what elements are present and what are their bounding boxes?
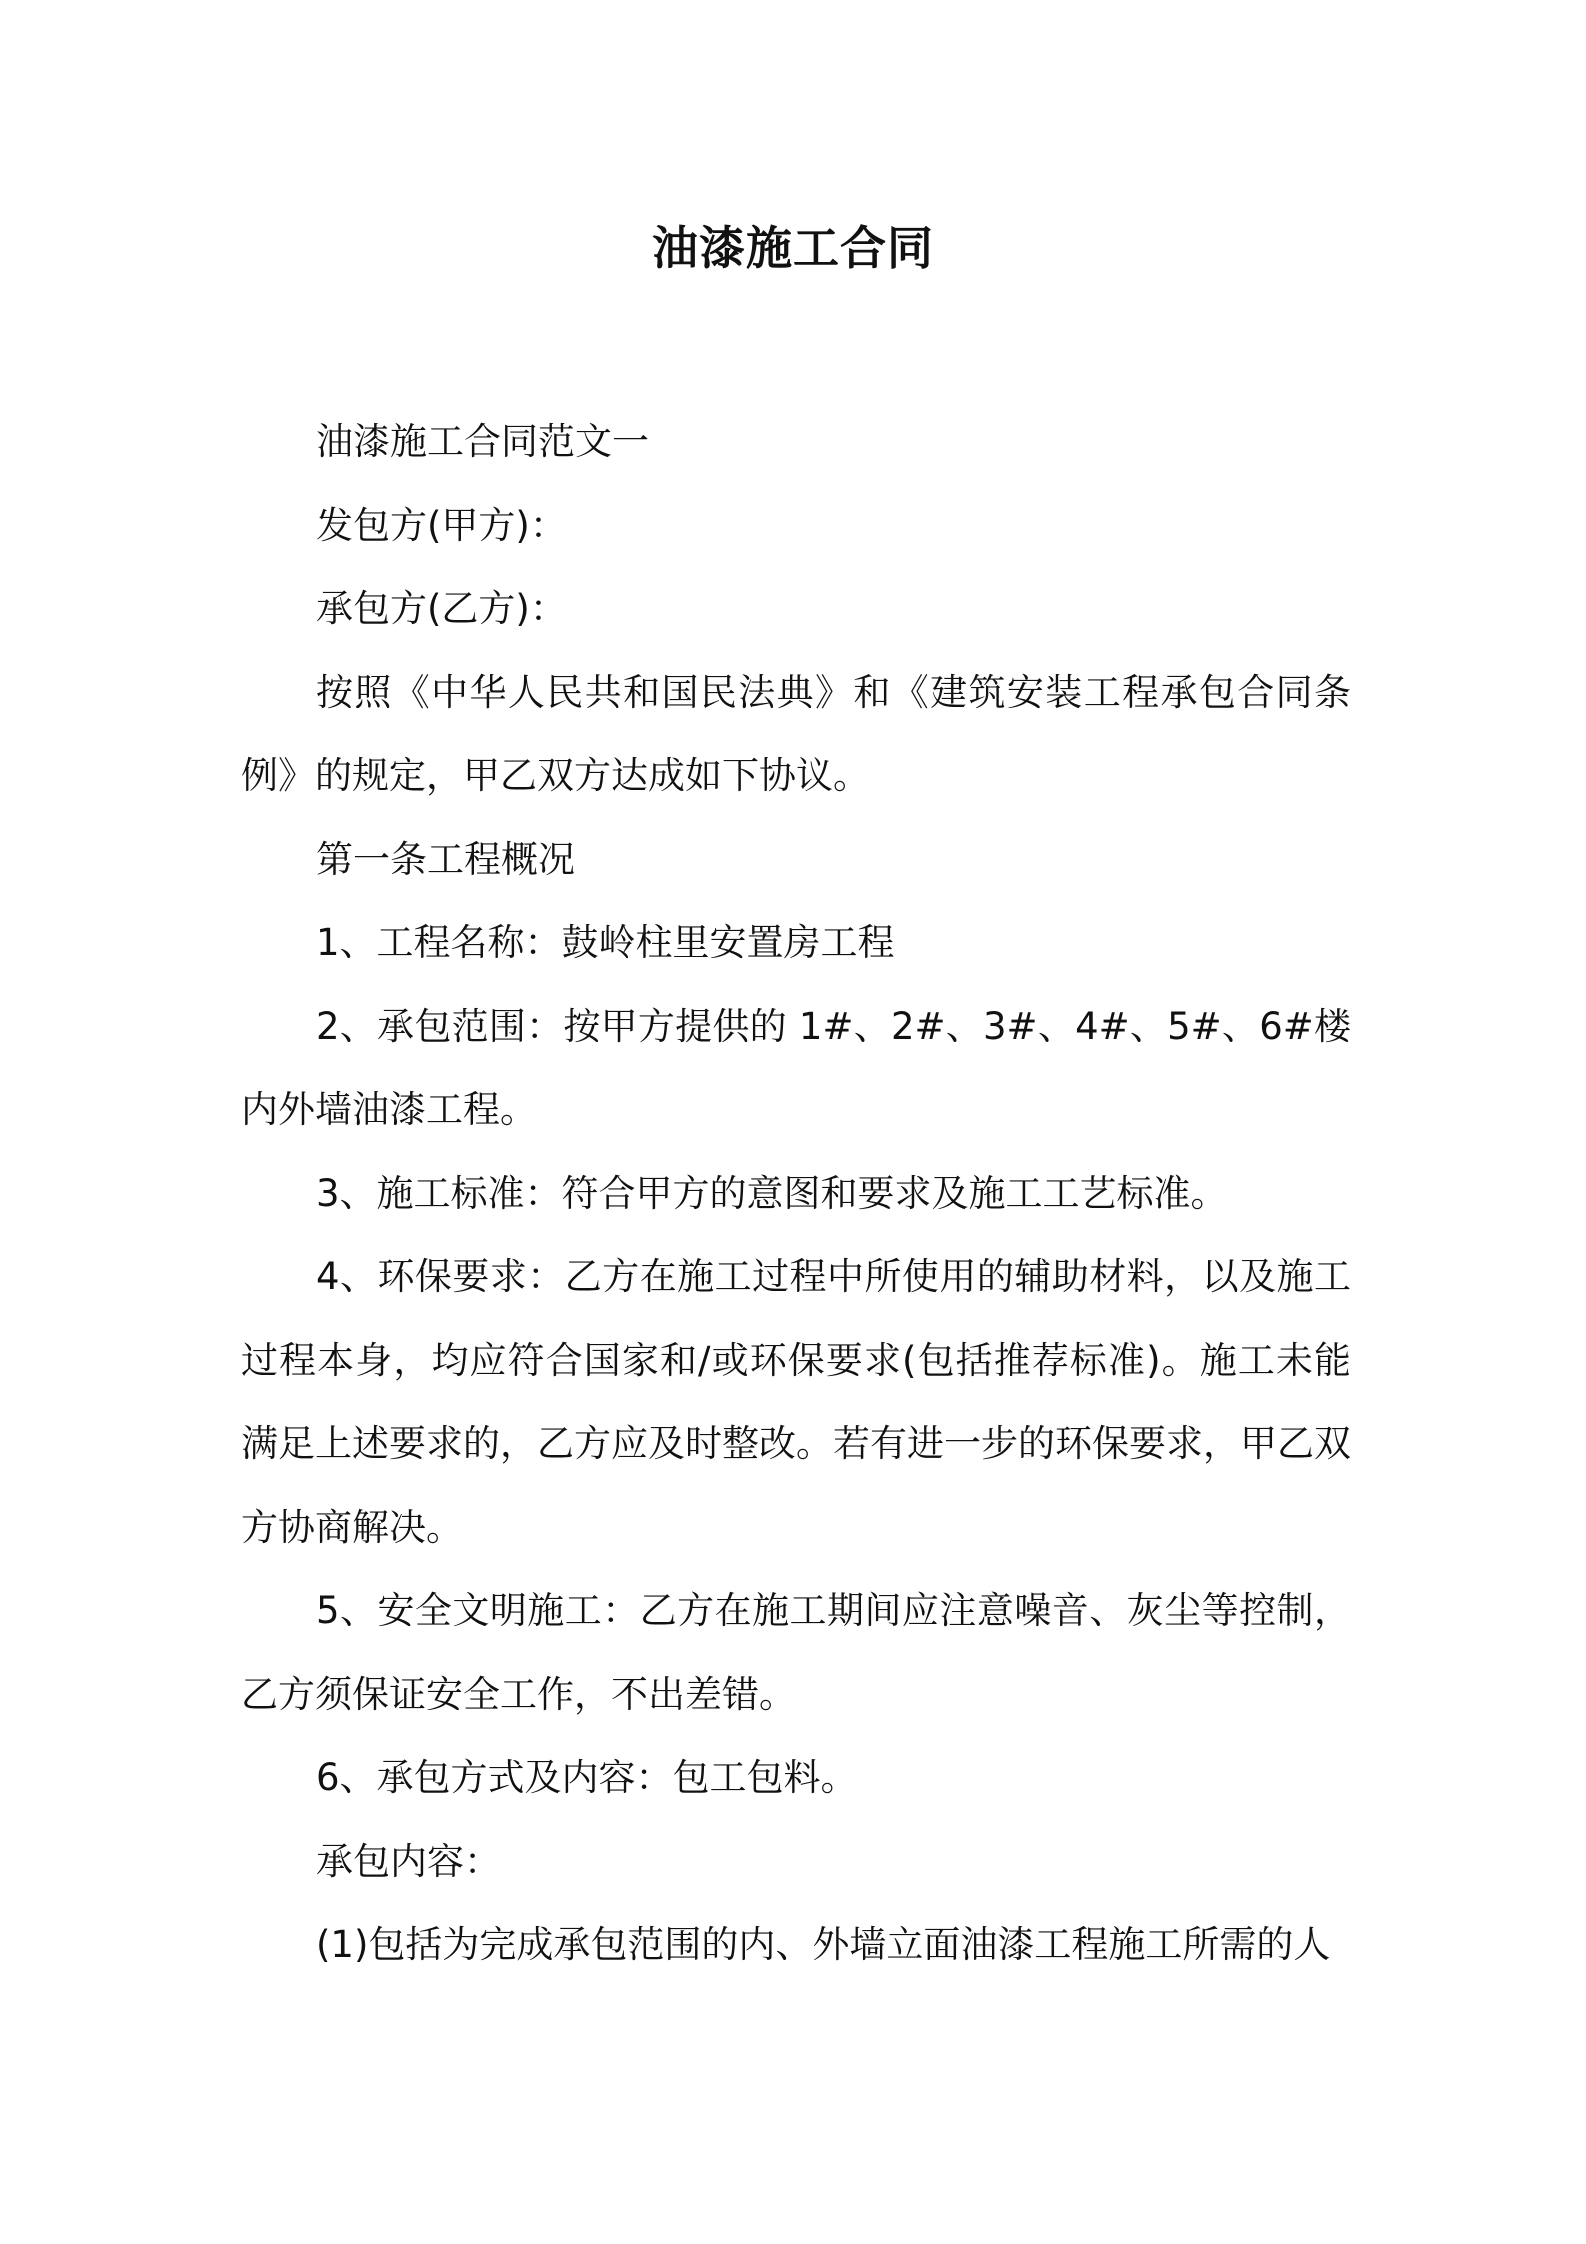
document-body [241, 400, 1351, 1987]
paragraph-environmental-requirements: 4、环保要求：乙方在施工过程中所使用的辅助材料，以及施工过程本身，均应符合国家和/或环保要求(包括推荐标准)。施工未能满足上述要求的，乙方应及时整改。若有进一步的环保要求，甲乙双方协商解决。 [241, 1255, 1351, 1549]
paragraph-construction-standard: 3、施工标准：符合甲方的意图和要求及施工工艺标准。 [316, 1171, 1228, 1215]
paragraph-contract-method: 6、承包方式及内容：包工包料。 [316, 1756, 858, 1799]
paragraph-project-name: 1、工程名称：鼓岭柱里安置房工程 [316, 921, 895, 964]
paragraph-preamble: 按照《中华人民共和国民法典》和《建筑安装工程承包合同条例》的规定，甲乙双方达成如下协议。 [241, 670, 1351, 797]
paragraph-article-1-heading: 第一条工程概况 [316, 837, 575, 881]
document-title: 油漆施工合同 [652, 221, 934, 275]
paragraph-contract-scope: 2、承包范围：按甲方提供的 1#、2#、3#、4#、5#、6#楼内外墙油漆工程。 [241, 1004, 1351, 1131]
paragraph-party-a: 发包方(甲方)： [316, 503, 567, 547]
paragraph-subtitle: 油漆施工合同范文一 [316, 420, 649, 463]
paragraph-contract-content-heading: 承包内容： [316, 1839, 501, 1883]
paragraph-safety-construction: 5、安全文明施工：乙方在施工期间应注意噪音、灰尘等控制，乙方须保证安全工作，不出差错。 [241, 1589, 1351, 1716]
paragraph-contract-content-item-1: (1)包括为完成承包范围的内、外墙立面油漆工程施工所需的人 [316, 1923, 1331, 1966]
paragraph-party-b: 承包方(乙方)： [316, 587, 567, 630]
